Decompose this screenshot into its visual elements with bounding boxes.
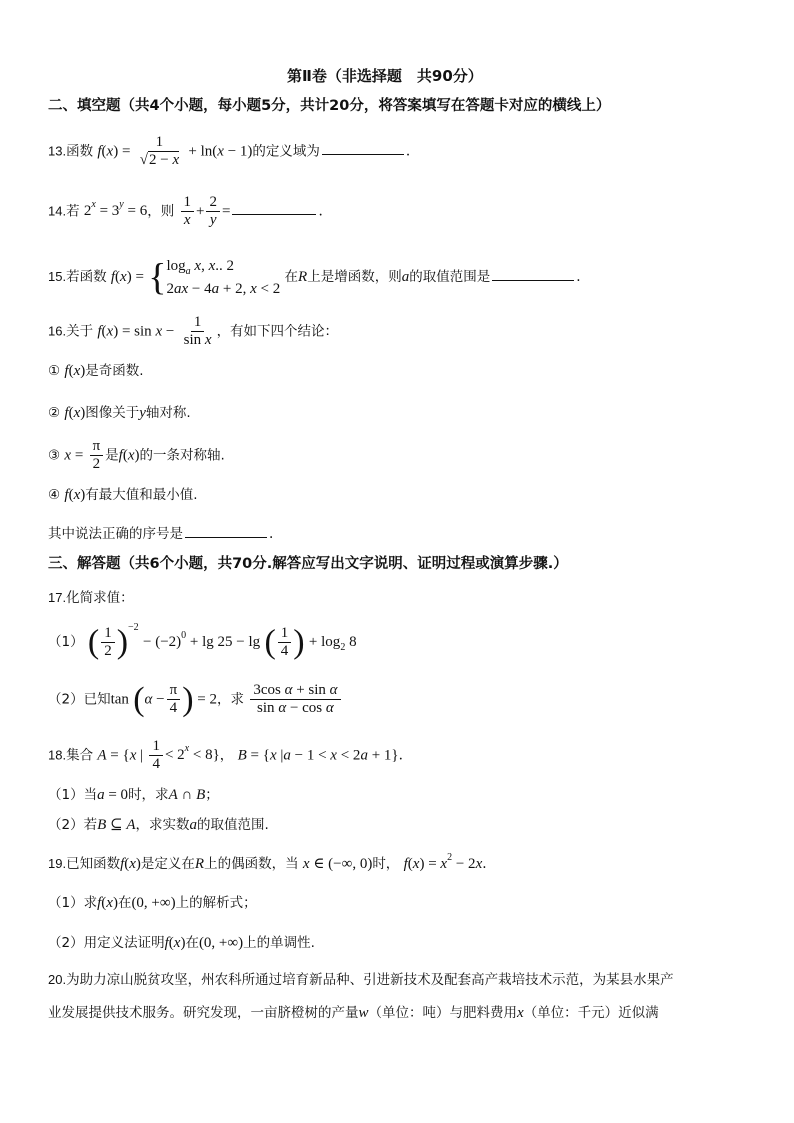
- question-20-line-1: 20.为助力凉山脱贫攻坚，州农科所通过培育新品种、引进新技术及配套高产栽培技术示范，为某县水果产: [48, 972, 674, 988]
- question-15: 15.若函数 f(x) = { $\log_a x$, x.. 2 2ax − 4a + 2, x < 2 在R上是增函数，则a的取值范围是 .: [48, 256, 581, 299]
- question-19-part-2: （2）用定义法证明f(x)在(0, +∞)上的单调性.: [48, 935, 315, 951]
- question-13: 13.函数 f(x) = $\frac{1}{√2 - x}$ + ln(x − 1)的定义域为 .: [48, 134, 411, 169]
- question-20-line-2: 业发展提供技术服务。研究发现，一亩脐橙树的产量w（单位：吨）与肥料费用x（单位：千元）近似满: [48, 1005, 659, 1021]
- question-18: 18.集合 A = {x | $\frac{1}{4}$ < $2^x < 8$}， B = {x |a − 1 < x < 2a + 1}.: [48, 738, 403, 773]
- q16-item-4: ④ f(x)有最大值和最小值.: [48, 487, 198, 503]
- q16-item-3: ③ x = $\frac{\pi}{2}$ 是f(x)的一条对称轴.: [48, 438, 225, 473]
- answer-blank-16: [185, 536, 267, 538]
- question-16: 16.关于 f(x) = sin x − $\frac{1}{\text{sin x}}$ ，有如下四个结论：: [48, 314, 339, 349]
- q16-item-1: ① f(x)是奇函数.: [48, 363, 144, 379]
- question-19-part-1: （1）求f(x)在(0, +∞)上的解析式；: [48, 895, 257, 911]
- question-17-title: 17.化简求值：: [48, 590, 134, 606]
- answer-blank-15: [492, 279, 574, 281]
- question-18-part-1: （1）当a = 0时，求A ∩ B；: [48, 787, 219, 803]
- answer-blank-13: [322, 153, 404, 155]
- q16-item-2: ② f(x)图像关于y轴对称.: [48, 405, 191, 421]
- answer-blank-14: [232, 213, 316, 215]
- question-17-part-2: （2）已知tan (α − $\frac{\pi}{4}$ ) = 2，求 $\frac{\text{3cos α + sin α}}{\text{sin α − cos α}}$: [48, 682, 343, 718]
- question-14: 14.若 $2^x = 3^y = 6$，则 $\frac{1}{x}$ + $\frac{2}{y}$ = .: [48, 194, 323, 229]
- q15-piecewise: $\log_a x$, x.. 2 2ax − 4a + 2, x < 2: [166, 258, 281, 297]
- question-17-part-1: （1） ( $\frac{1}{2}$ )$^{-2} - (-2)^0 + \lg 25 - \lg$ ( $\frac{1}{4}$ ) + $\log_2 8$: [48, 622, 357, 661]
- question-18-part-2: （2）若B ⊆ A，求实数a的取值范围.: [48, 817, 269, 833]
- section-fill-in-heading: 二、填空题（共4个小题，每小题5分，共计20分，将答案填写在答题卡对应的横线上）: [48, 98, 611, 114]
- section-solve-heading: 三、解答题（共6个小题，共70分.解答应写出文字说明、证明过程或演算步骤.）: [48, 556, 568, 572]
- question-19: 19.已知函数f(x)是定义在R上的偶函数，当 x ∈ (−∞, 0)时， $f(x) = x^2 - 2x$.: [48, 852, 487, 872]
- q13-fraction: $\frac{1}{√2 - x}$: [139, 134, 180, 169]
- q16-conclusion: 其中说法正确的序号是 .: [48, 526, 274, 542]
- page-title: 第Ⅱ卷（非选择题 共90分）: [287, 67, 483, 85]
